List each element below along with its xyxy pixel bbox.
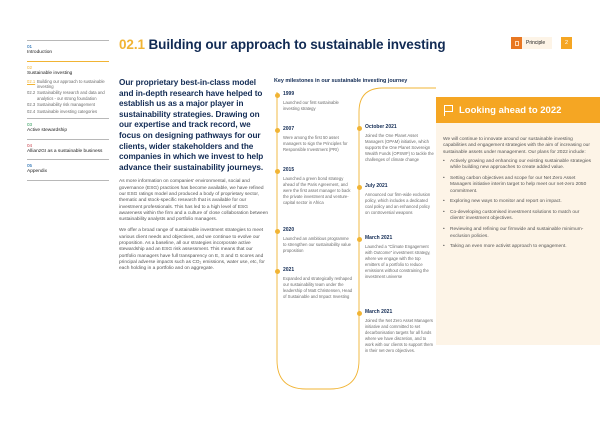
principle-badge[interactable]	[511, 37, 552, 49]
body-paragraph: We offer a broad range of sustainable investment strategies to meet various client needs and objectives, and we continue to evolve our proposition. As a baseline, all our strategies incorporate active stewardship and an ESG risk assessment. This means that our portfolio managers have full transparency on E, S and G scores and principal adverse impacts such as CO₂ emissions, water use, etc, for each holding in a portfolio and on aggregate.	[119, 228, 265, 272]
milestone-description: Were among the first 50 asset managers to sign the Principles for Responsible Investment (PRI)	[283, 135, 348, 153]
plan-item: • Actively growing and enhancing our existing sustainable strategies while building new approaches to create added value.	[443, 159, 595, 172]
looking-ahead-intro: We will continue to innovate around our sustainable investing capabilities and engagement strategies with the aim of increasing our sustainable assets under management. Our plans for 2022 include:	[443, 137, 590, 155]
subitem-label: Sustainability risk management	[37, 102, 95, 108]
milestone-date: 1999	[283, 91, 295, 97]
plan-item: • Reviewing and refining our firmwide and sustainable minimum-exclusion policies.	[443, 227, 595, 240]
milestone-mar-2021-netzero	[365, 309, 435, 355]
timeline-dot	[275, 128, 280, 133]
milestones-heading: Key milestones in our sustainable investing journey	[274, 78, 408, 84]
milestone-date: October 2021	[365, 124, 397, 130]
looking-ahead-body	[443, 137, 595, 255]
timeline-dot	[275, 169, 280, 174]
sidebar-nav	[27, 40, 109, 181]
page-title-number: 02.1	[119, 37, 145, 52]
page-title	[119, 37, 445, 52]
subitem-label: Sustainability research and data and analytics - our strong foundation	[37, 90, 105, 101]
section-number: 02	[27, 64, 33, 70]
milestone-description: Launched a "Climate Engagement with Outcome" investment strategy, where we engage with the top emitters of a portfolio to reduce emissions without constraining the investment universe	[365, 244, 431, 280]
milestone-2021	[283, 267, 353, 300]
section-number: 01	[27, 44, 33, 49]
milestone-mar-2021-climate	[365, 235, 435, 281]
sidebar-item-sustainable-investing[interactable]	[27, 61, 109, 119]
sidebar-subitem-building-approach[interactable]	[27, 79, 109, 89]
section-number: 03	[27, 122, 33, 128]
timeline-dot	[275, 269, 280, 274]
milestone-date: 2020	[283, 227, 295, 233]
timeline-dot	[357, 311, 362, 316]
intro-column	[119, 78, 269, 273]
milestone-2020	[283, 227, 353, 254]
sidebar-subitem-research[interactable]	[27, 90, 109, 100]
milestone-date: 2021	[283, 267, 295, 273]
section-number: 05	[27, 163, 33, 169]
section-title: AllianzGI as a sustainable business	[27, 148, 103, 154]
section-title: Introduction	[27, 50, 53, 55]
principle-label: Principle	[526, 40, 546, 46]
sidebar-item-active-stewardship[interactable]	[27, 118, 109, 139]
subitem-number: 02.2	[27, 90, 36, 96]
milestone-date: July 2021	[365, 183, 388, 189]
milestone-date: 2015	[283, 167, 295, 173]
milestone-date: March 2021	[365, 235, 393, 241]
section-title: Appendix	[27, 169, 48, 175]
sidebar-item-sustainable-business[interactable]	[27, 139, 109, 160]
subitem-label: Building our approach to sustainable investing	[37, 78, 105, 89]
section-number: 04	[27, 142, 33, 148]
milestone-oct-2021	[365, 124, 435, 163]
page-number-badge[interactable]: 2	[561, 37, 572, 49]
sidebar-divider	[27, 180, 109, 181]
plan-item: • Exploring new ways to monitor and report on impact.	[443, 199, 595, 205]
plans-list	[443, 159, 595, 251]
timeline-dot	[357, 237, 362, 242]
flag-icon	[444, 105, 453, 116]
sidebar-item-introduction[interactable]	[27, 40, 109, 61]
milestone-2015	[283, 167, 353, 206]
milestone-description: Launched a green bond strategy ahead of the Paris Agreement, and were the first asset manager to back the private investment and venture-capital sector in Africa	[283, 176, 351, 206]
subitem-number: 02.3	[27, 102, 36, 108]
plan-item: • Taking an even more activist approach to engagement.	[443, 244, 595, 250]
subitem-number: 02.4	[27, 109, 36, 115]
section-title: Active stewardship	[27, 128, 67, 134]
timeline-dot	[275, 229, 280, 234]
subitem-label: Sustainable investing categories	[37, 109, 98, 115]
plan-item: • Co-developing customised investment solutions to match our clients' investment objectives.	[443, 210, 595, 223]
milestone-description: Announced our firm-wide exclusion policy, which includes a dedicated coal policy and an enhanced policy on controversial weapons	[365, 192, 431, 216]
milestone-description: Launched our first sustainable investing strategy	[283, 100, 339, 112]
plan-item: • Setting carbon objectives and scope for our Net Zero Asset Managers initiative interim target to help meet our net-zero 2050 commitment.	[443, 176, 595, 195]
sidebar-subitem-risk-management[interactable]	[27, 102, 109, 107]
milestone-2007	[283, 126, 353, 153]
milestone-description: Launched an ambitious programme to strengthen our sustainability value proposition	[283, 236, 351, 254]
looking-ahead-title: Looking ahead to 2022	[459, 105, 562, 116]
timeline-dot	[357, 185, 362, 190]
timeline-dot	[357, 126, 362, 131]
principle-icon	[511, 37, 522, 49]
milestone-description: Joined the Net Zero Asset Managers initiative and committed to set decarbonisation targets for all funds where we have discretion, and to work with our clients to support them in their net-zero objectives.	[365, 318, 433, 354]
lead-paragraph: Our proprietary best-in-class model and in-depth research have helped to establish us as a major player in sustainability strategies. Drawing on our expertise and track record, we focus on designing pathways for our clients, wider stakeholders and the companies in which we invest to help advance their sustainability journeys.	[119, 78, 264, 172]
looking-ahead-header	[436, 97, 600, 124]
sidebar-item-appendix[interactable]	[27, 159, 109, 180]
subitem-number: 02.1	[27, 78, 36, 84]
milestone-description: Expanded and strategically reshaped our sustainability team under the leadership of Matt Christensen, Head of Sustainable and Impact Investing	[283, 276, 353, 300]
section-title: Sustainable investing	[27, 70, 73, 76]
milestone-description: Joined the One Planet Asset Managers (OPAM) initiative, which supports the One Planet Sovereign Wealth Funds (OPSWF) to tackle the challenges of climate change	[365, 133, 434, 163]
sidebar-subitem-categories[interactable]	[27, 109, 109, 114]
page-title-text: Building our approach to sustainable investing	[148, 37, 446, 52]
milestone-date: 2007	[283, 126, 295, 132]
milestone-1999	[283, 91, 353, 112]
milestone-date: March 2021	[365, 309, 393, 315]
timeline-dot	[275, 93, 280, 98]
milestone-jul-2021	[365, 183, 435, 216]
body-paragraph: As more information on companies' environmental, social and governance (ESG) practices has become available, we have refined our ESG ratings model and produced a body of proprietary sector, thematic and stock-specific research that is available for our investment professionals. This has led to a high level of ESG awareness within the firm and a culture of close collaboration between sustainability analysts and portfolio managers.	[119, 179, 269, 223]
